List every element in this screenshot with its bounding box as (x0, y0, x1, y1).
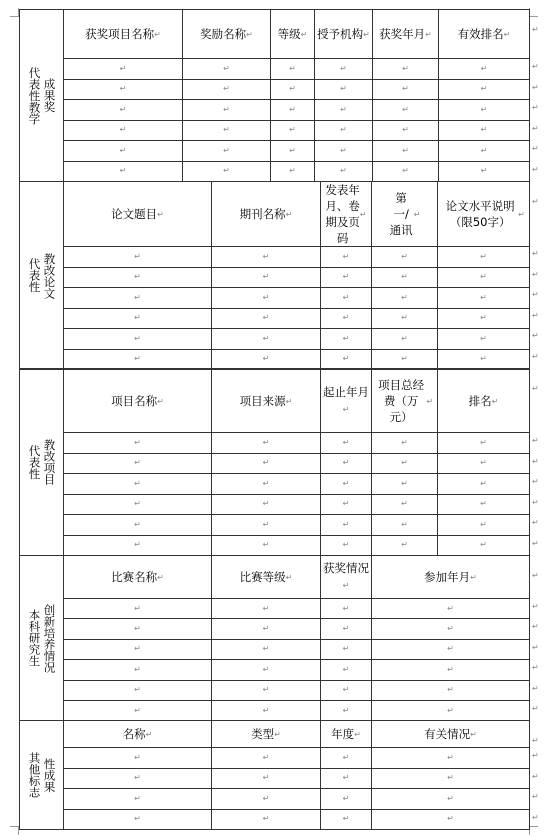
table-row (20, 660, 530, 680)
empty-cell[interactable] (439, 100, 530, 121)
table-row (20, 453, 530, 474)
table-row (20, 535, 530, 556)
empty-cell[interactable] (183, 161, 271, 182)
row-end-mark: ↵ (532, 103, 539, 112)
table-row (20, 59, 530, 80)
empty-cell[interactable] (212, 515, 321, 536)
empty-cell[interactable] (212, 308, 321, 329)
empty-cell[interactable] (372, 639, 530, 659)
empty-cell[interactable] (321, 809, 372, 830)
empty-cell[interactable] (315, 59, 373, 80)
empty-cell[interactable] (321, 639, 372, 659)
row-end-mark: ↵ (532, 812, 539, 822)
empty-cell[interactable] (321, 748, 372, 769)
empty-cell[interactable] (315, 161, 373, 182)
empty-cell[interactable] (64, 349, 212, 370)
table-row (20, 700, 530, 720)
empty-cell[interactable] (438, 474, 530, 495)
column-header: 项目总经费（万元）↵ (372, 369, 438, 433)
table-row (20, 639, 530, 659)
empty-cell[interactable] (321, 535, 372, 556)
table-row (20, 308, 530, 329)
empty-cell[interactable] (439, 79, 530, 100)
empty-cell[interactable] (321, 494, 372, 515)
empty-cell[interactable] (64, 474, 212, 495)
table-row (20, 247, 530, 268)
section-label-line: 其他标志 (27, 752, 42, 798)
empty-cell[interactable] (64, 535, 212, 556)
empty-cell[interactable] (183, 59, 271, 80)
empty-cell[interactable] (372, 329, 438, 350)
table-row (20, 100, 530, 121)
empty-cell[interactable] (321, 619, 372, 639)
empty-cell[interactable] (64, 247, 212, 268)
column-header: 比赛等级↵ (212, 556, 321, 599)
empty-cell[interactable] (321, 349, 372, 370)
column-header: 名称↵ (64, 721, 212, 748)
empty-cell[interactable] (372, 349, 438, 370)
empty-cell[interactable] (372, 247, 438, 268)
empty-cell[interactable] (64, 748, 212, 769)
empty-cell[interactable] (212, 329, 321, 350)
table-row (20, 433, 530, 454)
section-label-line: 教改论文 (42, 252, 57, 299)
table-row (20, 349, 530, 370)
empty-cell[interactable] (372, 768, 530, 789)
empty-cell[interactable] (212, 494, 321, 515)
empty-cell[interactable] (64, 809, 212, 830)
empty-cell[interactable] (64, 639, 212, 659)
empty-cell[interactable] (64, 599, 212, 619)
empty-cell[interactable] (438, 267, 530, 288)
row-end-mark: ↵ (532, 62, 539, 71)
section-label-line: 代表性 (27, 444, 42, 480)
empty-cell[interactable] (64, 619, 212, 639)
column-header: 获奖年月↵ (373, 10, 439, 59)
column-header: 授予机构↵ (315, 10, 373, 59)
row-end-mark: ↵ (532, 351, 539, 361)
empty-cell[interactable] (373, 59, 439, 80)
row-end-mark: ↵ (532, 477, 539, 486)
empty-cell[interactable] (439, 141, 530, 162)
row-end-mark: ↵ (532, 771, 539, 781)
row-end-mark: ↵ (532, 123, 539, 133)
empty-cell[interactable] (271, 79, 315, 100)
empty-cell[interactable] (64, 700, 212, 720)
empty-cell[interactable] (438, 494, 530, 515)
column-header: 奖励名称↵ (183, 10, 271, 59)
row-end-mark: ↵ (532, 82, 539, 92)
row-end-mark: ↵ (532, 683, 539, 693)
empty-cell[interactable] (321, 515, 372, 536)
column-header: 年度↵ (321, 721, 372, 748)
table-row (20, 768, 530, 789)
row-end-mark: ↵ (532, 144, 539, 153)
empty-cell[interactable] (315, 141, 373, 162)
empty-cell[interactable] (183, 120, 271, 141)
empty-cell[interactable] (438, 515, 530, 536)
empty-cell[interactable] (372, 267, 438, 288)
section-label-line: 代表性教学 (27, 66, 42, 125)
empty-cell[interactable] (271, 100, 315, 121)
empty-cell[interactable] (373, 79, 439, 100)
empty-cell[interactable] (212, 433, 321, 454)
empty-cell[interactable] (64, 141, 183, 162)
table-row (20, 680, 530, 700)
section-label (20, 369, 64, 556)
column-header: 获奖情况↵ (321, 556, 372, 599)
empty-cell[interactable] (372, 748, 530, 769)
empty-cell[interactable] (438, 308, 530, 329)
row-end-mark: ↵ (532, 571, 539, 580)
empty-cell[interactable] (212, 789, 321, 810)
table-row (20, 494, 530, 515)
empty-cell[interactable] (64, 308, 212, 329)
column-header: 项目名称↵ (64, 369, 212, 433)
section-label (20, 182, 64, 370)
section-label-line: 成果奖 (42, 78, 57, 113)
empty-cell[interactable] (438, 288, 530, 309)
empty-cell[interactable] (212, 453, 321, 474)
empty-cell[interactable] (373, 100, 439, 121)
section-label (20, 10, 64, 182)
column-header: 排名↵ (438, 369, 530, 433)
empty-cell[interactable] (212, 535, 321, 556)
row-end-mark: ↵ (532, 736, 539, 745)
section-label-line: 本科研究生 (27, 609, 42, 667)
empty-cell[interactable] (439, 161, 530, 182)
table-row (20, 141, 530, 162)
empty-cell[interactable] (373, 120, 439, 141)
empty-cell[interactable] (372, 599, 530, 619)
empty-cell[interactable] (64, 100, 183, 121)
empty-cell[interactable] (64, 494, 212, 515)
table-row (20, 267, 530, 288)
empty-cell[interactable] (212, 660, 321, 680)
row-end-mark: ↵ (532, 704, 539, 713)
column-header: 类型↵ (212, 721, 321, 748)
table-row (20, 161, 530, 182)
table-row (20, 748, 530, 769)
empty-cell[interactable] (212, 768, 321, 789)
empty-cell[interactable] (321, 680, 372, 700)
column-header: 起止年月↵ (321, 369, 372, 433)
empty-cell[interactable] (315, 120, 373, 141)
row-end-mark: ↵ (532, 663, 539, 673)
empty-cell[interactable] (212, 619, 321, 639)
empty-cell[interactable] (321, 599, 372, 619)
empty-cell[interactable] (271, 161, 315, 182)
section-table-1 (19, 9, 530, 182)
row-end-mark: ↵ (532, 269, 539, 279)
row-end-mark: ↵ (532, 622, 539, 632)
section-label-line: 代表性 (27, 258, 42, 293)
empty-cell[interactable] (372, 494, 438, 515)
empty-cell[interactable] (64, 329, 212, 350)
section-table-2 (19, 181, 530, 370)
empty-cell[interactable] (64, 433, 212, 454)
empty-cell[interactable] (372, 619, 530, 639)
row-end-mark: ↵ (532, 310, 539, 320)
empty-cell[interactable] (372, 288, 438, 309)
empty-cell[interactable] (64, 453, 212, 474)
empty-cell[interactable] (321, 433, 372, 454)
table-row (20, 288, 530, 309)
column-header: 第一/通讯↵ (372, 182, 438, 247)
empty-cell[interactable] (372, 433, 438, 454)
table-row (20, 789, 530, 810)
table-row (20, 619, 530, 639)
empty-cell[interactable] (212, 599, 321, 619)
empty-cell[interactable] (64, 789, 212, 810)
empty-cell[interactable] (372, 535, 438, 556)
section-table-3 (19, 368, 530, 556)
empty-cell[interactable] (183, 141, 271, 162)
empty-cell[interactable] (64, 59, 183, 80)
empty-cell[interactable] (212, 809, 321, 830)
empty-cell[interactable] (64, 288, 212, 309)
section-label (20, 556, 64, 721)
row-end-mark: ↵ (532, 751, 539, 760)
section-label-line: 性成果 (42, 757, 57, 793)
empty-cell[interactable] (64, 768, 212, 789)
column-header: 论文题目↵ (64, 182, 212, 247)
empty-cell[interactable] (439, 59, 530, 80)
row-end-mark: ↵ (532, 538, 539, 548)
empty-cell[interactable] (372, 660, 530, 680)
column-header: 有关情况↵ (372, 721, 530, 748)
column-header: 发表年月、卷期及页码↵ (321, 182, 372, 247)
row-end-mark: ↵ (532, 290, 539, 299)
empty-cell[interactable] (64, 161, 183, 182)
empty-cell[interactable] (212, 700, 321, 720)
row-end-mark: ↵ (532, 249, 539, 258)
table-row (20, 515, 530, 536)
empty-cell[interactable] (372, 700, 530, 720)
empty-cell[interactable] (315, 100, 373, 121)
empty-cell[interactable] (372, 809, 530, 830)
table-row (20, 474, 530, 495)
empty-cell[interactable] (212, 639, 321, 659)
empty-cell[interactable] (321, 700, 372, 720)
row-end-mark: ↵ (532, 384, 539, 393)
empty-cell[interactable] (372, 453, 438, 474)
empty-cell[interactable] (438, 453, 530, 474)
empty-cell[interactable] (372, 474, 438, 495)
empty-cell[interactable] (271, 59, 315, 80)
empty-cell[interactable] (373, 141, 439, 162)
empty-cell[interactable] (183, 100, 271, 121)
empty-cell[interactable] (438, 535, 530, 556)
empty-cell[interactable] (438, 433, 530, 454)
empty-cell[interactable] (212, 267, 321, 288)
table-row (20, 329, 530, 350)
crop-mark-bottom-left (10, 826, 19, 835)
empty-cell[interactable] (372, 308, 438, 329)
section-table-5 (19, 720, 530, 830)
row-end-mark: ↵ (532, 331, 539, 340)
column-header: 等级↵ (271, 10, 315, 59)
empty-cell[interactable] (321, 789, 372, 810)
empty-cell[interactable] (321, 247, 372, 268)
empty-cell[interactable] (271, 120, 315, 141)
crop-mark-top-left (10, 8, 19, 17)
column-header: 获奖项目名称↵ (64, 10, 183, 59)
row-end-mark: ↵ (532, 642, 539, 652)
empty-cell[interactable] (212, 247, 321, 268)
section-table-4 (19, 555, 530, 721)
section-label-line: 创新培养情况 (42, 603, 57, 673)
table-row (20, 599, 530, 619)
row-end-mark: ↵ (532, 436, 539, 445)
crop-mark-bottom-right (529, 826, 538, 835)
section-label-line: 教改项目 (42, 439, 57, 485)
table-row (20, 809, 530, 830)
empty-cell[interactable] (64, 680, 212, 700)
row-end-mark: ↵ (532, 602, 539, 611)
empty-cell[interactable] (212, 680, 321, 700)
empty-cell[interactable] (212, 288, 321, 309)
row-end-mark: ↵ (532, 792, 539, 801)
empty-cell[interactable] (321, 308, 372, 329)
empty-cell[interactable] (372, 789, 530, 810)
row-end-mark: ↵ (532, 197, 539, 206)
empty-cell[interactable] (212, 748, 321, 769)
empty-cell[interactable] (64, 267, 212, 288)
crop-mark-top-right (529, 8, 538, 17)
empty-cell[interactable] (321, 768, 372, 789)
row-end-mark: ↵ (532, 25, 539, 34)
empty-cell[interactable] (271, 141, 315, 162)
column-header: 论文水平说明（限50字）↵ (438, 182, 530, 247)
empty-cell[interactable] (315, 79, 373, 100)
row-end-mark: ↵ (532, 518, 539, 527)
empty-cell[interactable] (321, 288, 372, 309)
empty-cell[interactable] (321, 267, 372, 288)
row-end-mark: ↵ (532, 456, 539, 466)
table-row (20, 79, 530, 100)
empty-cell[interactable] (64, 79, 183, 100)
empty-cell[interactable] (373, 161, 439, 182)
column-header: 期刊名称↵ (212, 182, 321, 247)
empty-cell[interactable] (438, 329, 530, 350)
empty-cell[interactable] (64, 660, 212, 680)
empty-cell[interactable] (439, 120, 530, 141)
column-header: 参加年月↵ (372, 556, 530, 599)
empty-cell[interactable] (372, 680, 530, 700)
empty-cell[interactable] (438, 247, 530, 268)
row-end-mark: ↵ (532, 497, 539, 507)
empty-cell[interactable] (64, 515, 212, 536)
empty-cell[interactable] (321, 660, 372, 680)
empty-cell[interactable] (212, 349, 321, 370)
empty-cell[interactable] (212, 474, 321, 495)
column-header: 有效排名↵ (439, 10, 530, 59)
column-header: 项目来源↵ (212, 369, 321, 433)
empty-cell[interactable] (321, 453, 372, 474)
empty-cell[interactable] (372, 515, 438, 536)
empty-cell[interactable] (438, 349, 530, 370)
empty-cell[interactable] (64, 120, 183, 141)
column-header: 比赛名称↵ (64, 556, 212, 599)
table-row (20, 120, 530, 141)
empty-cell[interactable] (183, 79, 271, 100)
empty-cell[interactable] (321, 329, 372, 350)
row-end-mark: ↵ (532, 164, 539, 174)
section-label (20, 721, 64, 830)
empty-cell[interactable] (321, 474, 372, 495)
